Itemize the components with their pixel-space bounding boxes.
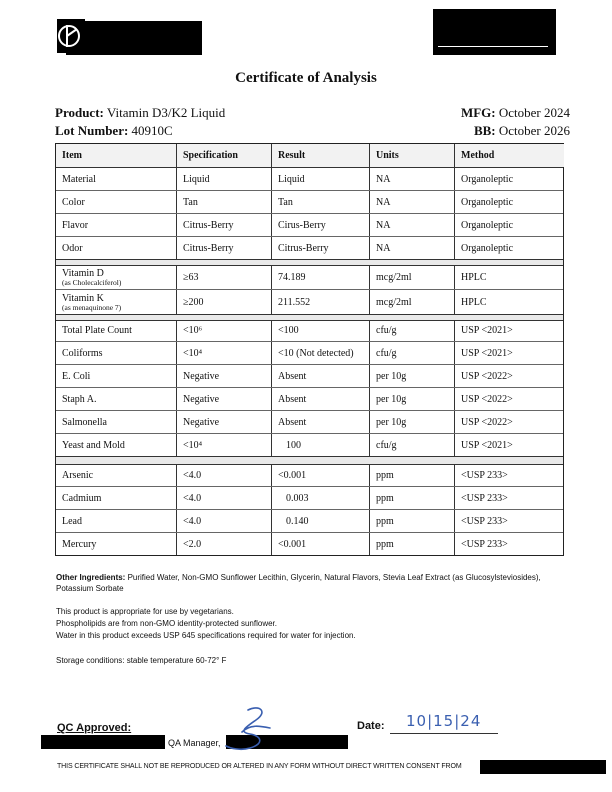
- table-cell: 0.140: [271, 510, 369, 532]
- table-cell: <USP 233>: [454, 487, 564, 509]
- table-cell: USP <2022>: [454, 388, 564, 410]
- table-cell: Cadmium: [62, 492, 102, 504]
- lot-line: [55, 123, 173, 139]
- table-row: [56, 214, 563, 236]
- table-row: [56, 533, 563, 555]
- table-cell: <4.0: [176, 510, 271, 532]
- table-cell: ppm: [369, 487, 454, 509]
- table-cell: <4.0: [176, 487, 271, 509]
- table-cell: ≥200: [176, 290, 271, 314]
- bb-line: [474, 123, 570, 139]
- company-logo-icon: [57, 19, 85, 53]
- footer-disclaimer: THIS CERTIFICATE SHALL NOT BE REPRODUCED OR ALTERED IN ANY FORM WITHOUT DIRECT WRITTEN CONSENT FROM: [57, 763, 462, 770]
- table-cell: cfu/g: [369, 320, 454, 341]
- column-header: Result: [271, 144, 369, 167]
- table-cell: [56, 265, 176, 289]
- table-cell: Organoleptic: [454, 214, 564, 236]
- table-row: [56, 434, 563, 456]
- date-underline: [390, 733, 498, 734]
- table-cell: ≥63: [176, 265, 271, 289]
- ingredients-text: Purified Water, Non-GMO Sunflower Lecithin, Glycerin, Natural Flavors, Stevia Leaf Extract (as Glucosylsteviosides), Potassium Sorbate: [56, 573, 541, 593]
- table-cell: Lead: [62, 515, 82, 527]
- table-cell: <USP 233>: [454, 510, 564, 532]
- table-cell: Negative: [176, 388, 271, 410]
- table-row: [56, 168, 563, 190]
- table-cell: Flavor: [62, 219, 89, 231]
- table-cell: Tan: [271, 191, 369, 213]
- product-line: [55, 105, 225, 121]
- table-row: [56, 464, 563, 486]
- table-cell: Cirus-Berry: [271, 214, 369, 236]
- table-cell: per 10g: [369, 411, 454, 433]
- table-cell: Arsenic: [62, 469, 94, 481]
- table-cell: Citrus-Berry: [176, 214, 271, 236]
- date-label: Date:: [357, 720, 385, 732]
- table-cell: Citrus-Berry: [176, 237, 271, 259]
- table-cell: <USP 233>: [454, 533, 564, 555]
- table-cell: USP <2021>: [454, 320, 564, 341]
- bb-label: BB:: [473, 123, 496, 138]
- table-cell: HPLC: [454, 290, 564, 314]
- table-cell: <10⁴: [176, 434, 271, 456]
- table-cell: NA: [369, 191, 454, 213]
- table-cell: <10⁴: [176, 342, 271, 364]
- lot-label: Lot Number:: [55, 123, 129, 138]
- redacted-footer-company: [480, 760, 606, 774]
- redaction-underline: [438, 46, 548, 47]
- table-cell: 0.003: [271, 487, 369, 509]
- table-cell: Absent: [271, 365, 369, 387]
- note-storage: Storage conditions: stable temperature 60-72° F: [56, 656, 227, 665]
- redacted-logo-text: [66, 21, 202, 55]
- table-row: [56, 510, 563, 532]
- table-cell: Negative: [176, 365, 271, 387]
- table-cell: Liquid: [271, 168, 369, 190]
- table-cell: cfu/g: [369, 434, 454, 456]
- qa-role: QA Manager,: [168, 738, 221, 748]
- table-cell: <4.0: [176, 464, 271, 486]
- table-cell: Negative: [176, 411, 271, 433]
- mfg-line: [461, 105, 570, 121]
- table-row: [56, 265, 563, 289]
- table-cell: <0.001: [271, 533, 369, 555]
- table-cell: Liquid: [176, 168, 271, 190]
- table-cell: per 10g: [369, 365, 454, 387]
- table-cell: Material: [62, 173, 96, 185]
- vitamin-k-form: (as menaquinone 7): [62, 302, 122, 312]
- table-cell: Organoleptic: [454, 191, 564, 213]
- bb-value: October 2026: [498, 123, 570, 138]
- table-row: [56, 320, 563, 341]
- column-header: Method: [454, 144, 564, 167]
- table-row: [56, 191, 563, 213]
- table-cell: Total Plate Count: [62, 325, 132, 336]
- table-cell: USP <2022>: [454, 365, 564, 387]
- table-cell: ppm: [369, 464, 454, 486]
- table-cell: 74.189: [271, 265, 369, 289]
- table-cell: NA: [369, 168, 454, 190]
- note-water: Water in this product exceeds USP 645 specifications required for water for injection.: [56, 631, 356, 640]
- table-cell: 211.552: [271, 290, 369, 314]
- table-cell: Salmonella: [62, 416, 107, 428]
- ingredients-label: Other Ingredients:: [56, 573, 126, 582]
- table-cell: Tan: [176, 191, 271, 213]
- table-cell: [56, 290, 176, 314]
- table-row: [56, 342, 563, 364]
- table-cell: Coliforms: [62, 347, 103, 359]
- table-cell: Absent: [271, 411, 369, 433]
- table-row: [56, 388, 563, 410]
- table-cell: cfu/g: [369, 342, 454, 364]
- table-cell: NA: [369, 214, 454, 236]
- qc-approved-label: QC Approved:: [57, 722, 132, 734]
- document-title: Certificate of Analysis: [235, 70, 377, 86]
- date-value: 10|15|24: [406, 712, 482, 730]
- vitamin-d-name: Vitamin D: [62, 267, 104, 279]
- table-cell: Odor: [62, 242, 83, 254]
- results-table: [55, 143, 564, 556]
- table-cell: 100: [271, 434, 369, 456]
- table-row: [56, 365, 563, 387]
- table-cell: Mercury: [62, 538, 97, 550]
- table-cell: E. Coli: [62, 370, 91, 382]
- table-cell: <10⁶: [176, 320, 271, 341]
- table-cell: HPLC: [454, 265, 564, 289]
- redacted-company-block: [433, 9, 556, 55]
- product-value: Vitamin D3/K2 Liquid: [106, 105, 226, 120]
- other-ingredients: [56, 572, 556, 594]
- table-cell: <100: [271, 320, 369, 341]
- table-cell: Color: [62, 196, 85, 208]
- product-label: Product:: [55, 105, 104, 120]
- redacted-signer-name: [41, 735, 165, 749]
- table-cell: USP <2021>: [454, 342, 564, 364]
- column-header: Units: [369, 144, 454, 167]
- table-cell: Organoleptic: [454, 237, 564, 259]
- table-row: [56, 237, 563, 259]
- table-cell: Absent: [271, 388, 369, 410]
- table-cell: Yeast and Mold: [62, 439, 125, 451]
- table-cell: ppm: [369, 533, 454, 555]
- mfg-value: October 2024: [498, 105, 570, 120]
- signature-icon: [220, 702, 280, 754]
- note-vegetarian: This product is appropriate for use by vegetarians.: [56, 607, 234, 616]
- table-cell: <10 (Not detected): [271, 342, 369, 364]
- table-cell: USP <2022>: [454, 411, 564, 433]
- column-header: Specification: [176, 144, 271, 167]
- note-phospholipids: Phospholipids are from non-GMO identity-protected sunflower.: [56, 619, 277, 628]
- table-cell: NA: [369, 237, 454, 259]
- column-header: Item: [56, 144, 176, 167]
- table-cell: USP <2021>: [454, 434, 564, 456]
- table-cell: <USP 233>: [454, 464, 564, 486]
- table-cell: <2.0: [176, 533, 271, 555]
- table-row: [56, 487, 563, 509]
- table-cell: Citrus-Berry: [271, 237, 369, 259]
- lot-value: 40910C: [131, 123, 173, 138]
- table-cell: Organoleptic: [454, 168, 564, 190]
- table-cell: ppm: [369, 510, 454, 532]
- vitamin-k-name: Vitamin K: [62, 292, 104, 304]
- vitamin-d-form: (as Cholecalciferol): [62, 277, 122, 287]
- table-cell: mcg/2ml: [369, 265, 454, 289]
- table-cell: Staph A.: [62, 393, 97, 405]
- table-row: [56, 411, 563, 433]
- table-header-row: [56, 144, 563, 168]
- mfg-label: MFG:: [460, 105, 496, 120]
- table-cell: mcg/2ml: [369, 290, 454, 314]
- table-cell: <0.001: [271, 464, 369, 486]
- table-cell: per 10g: [369, 388, 454, 410]
- table-row: [56, 290, 563, 314]
